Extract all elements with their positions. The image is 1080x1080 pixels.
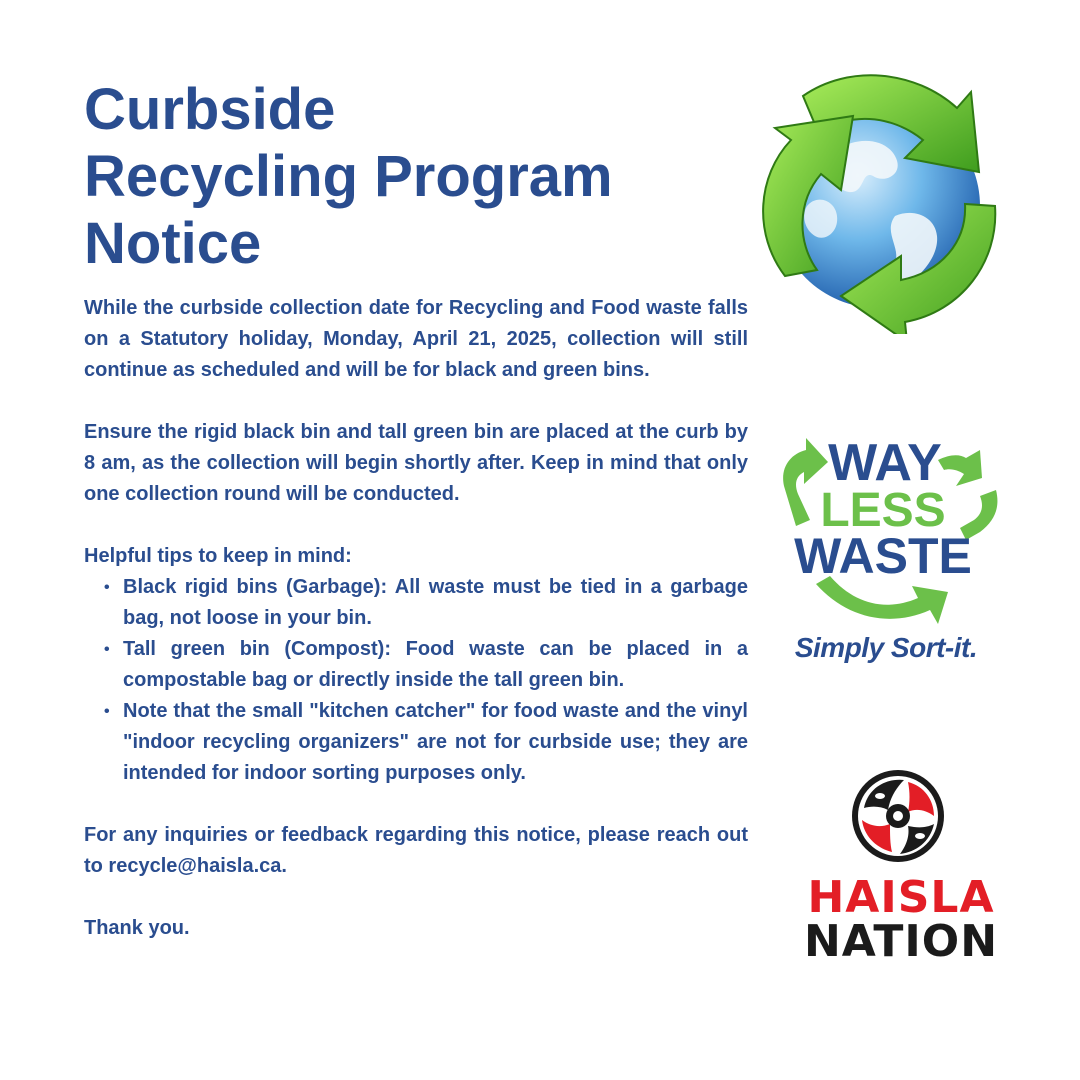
- tip-text: Note that the small "kitchen catcher" for food waste and the vinyl "indoor recycling organizers" are not for curbside use; they are intended for indoor sorting purposes only.: [123, 700, 748, 784]
- contact-paragraph: For any inquiries or feedback regarding this notice, please reach out to recycle@haisla.ca.: [84, 824, 748, 877]
- bullet-icon: •: [104, 703, 110, 720]
- spacer: [84, 882, 748, 913]
- wlw-line-3: WASTE: [794, 528, 972, 584]
- tip-item: [84, 634, 748, 696]
- bullet-icon: •: [104, 579, 110, 596]
- recycle-globe-icon: [745, 66, 1007, 334]
- title-line: Curbside: [84, 77, 336, 142]
- wlw-line-2: LESS: [820, 484, 946, 537]
- haisla-wordmark: HAISLA: [807, 872, 995, 923]
- wlw-line-1: WAY: [828, 434, 942, 492]
- wlw-tagline: Simply Sort-it.: [794, 632, 978, 663]
- tip-text: Black rigid bins (Garbage): All waste must be tied in a garbage bag, not loose in your bin.: [123, 576, 748, 629]
- nation-wordmark: NATION: [803, 916, 999, 967]
- title-line: Recycling Program: [84, 144, 613, 209]
- spacer: [84, 386, 748, 417]
- closing-text: Thank you.: [84, 917, 190, 939]
- spacer: [84, 789, 748, 820]
- haisla-emblem-icon: [850, 768, 946, 864]
- tips-heading: Helpful tips to keep in mind:: [84, 545, 352, 567]
- tip-item: [84, 696, 748, 789]
- page-title: [84, 76, 613, 277]
- tip-text: Tall green bin (Compost): Food waste can be placed in a compostable bag or directly inside the tall green bin.: [123, 638, 748, 691]
- bullet-icon: •: [104, 641, 110, 658]
- notice-body: [84, 293, 748, 944]
- tips-list: [84, 572, 748, 789]
- paragraph-placement: Ensure the rigid black bin and tall green bin are placed at the curb by 8 am, as the collection will begin shortly after. Keep in mind that only one collection round will be conducted.: [84, 421, 748, 505]
- tip-item: [84, 572, 748, 634]
- paragraph-holiday: While the curbside collection date for Recycling and Food waste falls on a Statutory holiday, Monday, April 21, 2025, collection will still continue as scheduled and will be for black and green bins.: [84, 297, 748, 381]
- title-line: Notice: [84, 211, 262, 276]
- spacer: [84, 510, 748, 541]
